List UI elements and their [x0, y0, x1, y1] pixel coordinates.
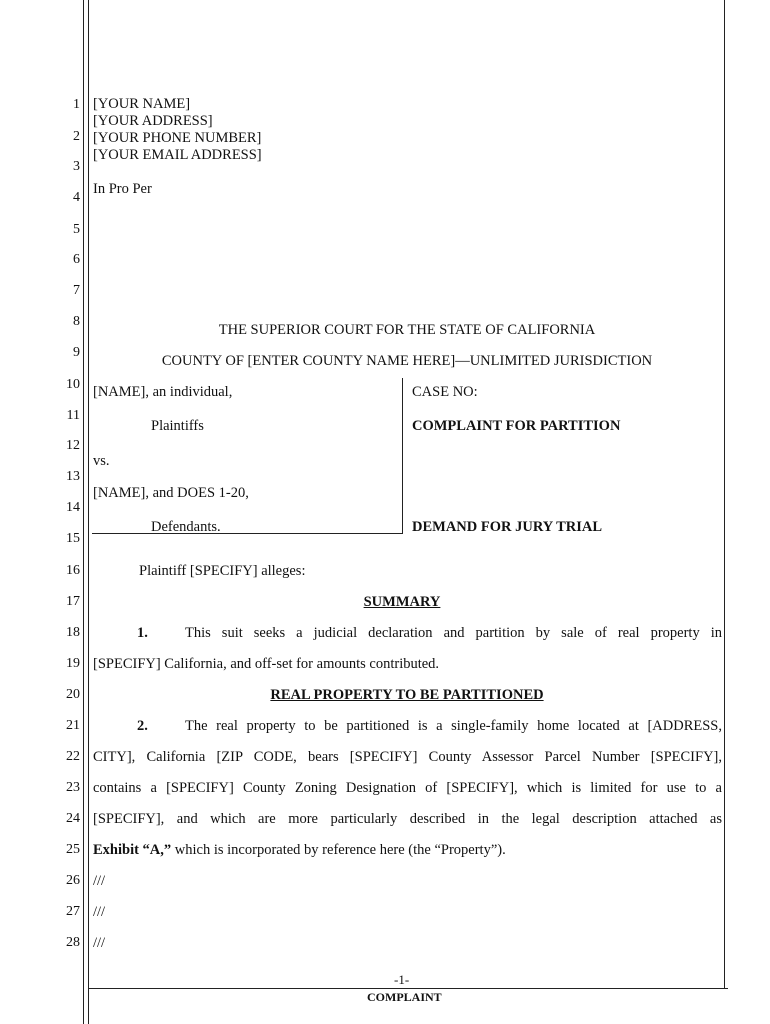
paragraph-2-line-3: contains a [SPECIFY] County Zoning Designation of [SPECIFY], which is limited for use to a — [93, 780, 722, 796]
line-number: 15 — [66, 531, 80, 546]
line-number: 1 — [73, 97, 80, 112]
footer-title: COMPLAINT — [367, 990, 442, 1004]
left-margin-rule-inner — [88, 0, 89, 1024]
attorney-address: [YOUR ADDRESS] — [93, 113, 213, 129]
line-number: 19 — [66, 656, 80, 671]
line-number: 23 — [66, 780, 80, 795]
line-number: 21 — [66, 718, 80, 733]
attorney-name: [YOUR NAME] — [93, 96, 191, 112]
line-number: 17 — [66, 594, 80, 609]
defendant-role: Defendants. — [151, 519, 221, 535]
paragraph-2-line-5 — [93, 842, 506, 859]
line-number: 11 — [66, 408, 80, 423]
line-number: 20 — [66, 687, 80, 702]
slash-line-3: /// — [93, 935, 106, 951]
paragraph-2-line-1 — [93, 718, 722, 735]
line-number: 9 — [73, 345, 80, 360]
line-number: 4 — [73, 190, 80, 205]
paragraph-2-line-4: [SPECIFY], and which are more particularly described in the legal description attached as — [93, 811, 722, 827]
page-number: -1- — [394, 972, 410, 987]
paragraph-2-text-1: The real property to be partitioned is a single-family home located at [ADDRESS, — [185, 718, 722, 734]
paragraph-2-line-2: CITY], California [ZIP CODE, bears [SPECIFY] County Assessor Parcel Number [SPECIFY], — [93, 749, 722, 765]
line-number: 6 — [73, 252, 80, 267]
paragraph-1-text-1: This suit seeks a judicial declaration and partition by sale of real property in — [185, 625, 722, 641]
slash-line-2: /// — [93, 904, 106, 920]
paragraph-1-line-1 — [93, 625, 722, 642]
pro-per-status: In Pro Per — [93, 181, 152, 197]
intro-text: Plaintiff [SPECIFY] alleges: — [139, 563, 306, 579]
document-title: COMPLAINT FOR PARTITION — [412, 418, 621, 434]
versus: vs. — [93, 453, 110, 469]
line-number: 24 — [66, 811, 80, 826]
right-margin-rule — [724, 0, 725, 988]
line-number: 22 — [66, 749, 80, 764]
line-number: 16 — [66, 563, 80, 578]
attorney-email: [YOUR EMAIL ADDRESS] — [93, 147, 262, 163]
left-margin-rule-outer — [83, 0, 84, 1024]
paragraph-2-number: 2. — [137, 718, 148, 734]
line-number: 5 — [73, 222, 80, 237]
case-number: CASE NO: — [412, 384, 478, 400]
exhibit-reference: Exhibit “A,” — [93, 842, 172, 858]
line-number: 27 — [66, 904, 80, 919]
line-number: 2 — [73, 129, 80, 144]
line-number: 26 — [66, 873, 80, 888]
line-number: 10 — [66, 377, 80, 392]
paragraph-1-line-2: [SPECIFY] California, and off-set for amounts contributed. — [93, 656, 440, 672]
line-number: 7 — [73, 283, 80, 298]
attorney-phone: [YOUR PHONE NUMBER] — [93, 130, 262, 146]
paragraph-2-text-5: which is incorporated by reference here (the “Property”). — [171, 842, 506, 858]
heading-summary: SUMMARY — [363, 594, 441, 610]
caption-bottom-rule — [92, 533, 402, 534]
line-number: 14 — [66, 500, 80, 515]
line-number: 18 — [66, 625, 80, 640]
caption-divider — [402, 378, 403, 534]
plaintiff-role: Plaintiffs — [151, 418, 204, 434]
slash-line-1: /// — [93, 873, 106, 889]
paragraph-1-number: 1. — [137, 625, 148, 641]
line-number: 25 — [66, 842, 80, 857]
jury-demand: DEMAND FOR JURY TRIAL — [412, 519, 603, 535]
defendant-name: [NAME], and DOES 1-20, — [93, 485, 249, 501]
heading-real-property: REAL PROPERTY TO BE PARTITIONED — [270, 687, 544, 703]
line-number: 13 — [66, 469, 80, 484]
line-number: 12 — [66, 438, 80, 453]
line-number: 3 — [73, 159, 80, 174]
line-number: 28 — [66, 935, 80, 950]
line-number: 8 — [73, 314, 80, 329]
court-county: COUNTY OF [ENTER COUNTY NAME HERE]—UNLIMITED JURISDICTION — [161, 353, 653, 369]
plaintiff-name: [NAME], an individual, — [93, 384, 233, 400]
court-title: THE SUPERIOR COURT FOR THE STATE OF CALIFORNIA — [218, 322, 596, 338]
